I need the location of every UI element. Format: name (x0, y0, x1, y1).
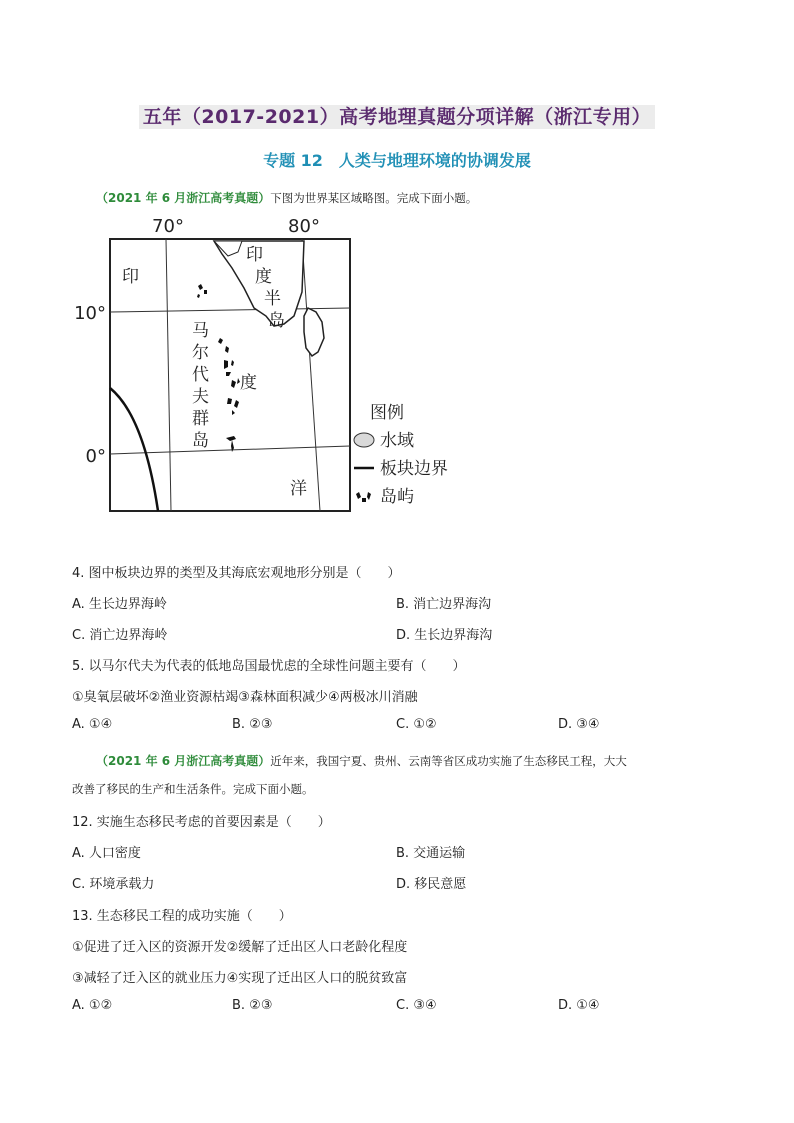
peninsula-label-2: 度 (255, 267, 272, 287)
peninsula-label-4: 岛 (268, 311, 285, 331)
section1-intro-text: 下图为世界某区域略图。完成下面小题。 (270, 191, 478, 205)
region-map (74, 212, 480, 522)
legend-islands-label: 岛屿 (380, 487, 414, 507)
q5-option-b[interactable]: B. ②③ (232, 717, 273, 732)
peninsula-label-3: 半 (264, 289, 281, 309)
q12-stem: 12. 实施生态移民考虑的首要因素是（ ） (72, 815, 331, 830)
q4-option-b[interactable]: B. 消亡边界海沟 (396, 597, 492, 612)
lat-label-10: 10° (74, 303, 106, 324)
q13-option-a[interactable]: A. ①② (72, 998, 113, 1013)
lat-label-0: 0° (85, 446, 106, 467)
q5-option-c[interactable]: C. ①② (396, 717, 437, 732)
map-frame (110, 239, 350, 511)
section2-intro-line2: 改善了移民的生产和生活条件。完成下面小题。 (72, 782, 314, 796)
maldives-label-3: 代 (192, 365, 209, 385)
q5-items: ①臭氧层破坏②渔业资源枯竭③森林面积减少④两极冰川消融 (72, 690, 418, 705)
document-title: 五年（2017-2021）高考地理真题分项详解（浙江专用） (0, 102, 794, 129)
legend-water-icon (354, 433, 374, 447)
peninsula-label-1: 印 (246, 245, 263, 265)
ocean-label-3: 洋 (290, 479, 307, 499)
q13-option-b[interactable]: B. ②③ (232, 998, 273, 1013)
maldives-label-5: 群 (192, 409, 209, 429)
q5-option-d[interactable]: D. ③④ (558, 717, 600, 732)
q13-items-line2: ③减轻了迁入区的就业压力④实现了迁出区人口的脱贫致富 (72, 971, 408, 986)
q13-items-line1: ①促进了迁入区的资源开发②缓解了迁出区人口老龄化程度 (72, 940, 408, 955)
legend-islands-icon (356, 492, 371, 502)
maldives-label-6: 岛 (192, 431, 209, 451)
maldives-label-1: 马 (192, 321, 209, 341)
document-subtitle: 专题 12 人类与地理环境的协调发展 (263, 151, 531, 170)
legend-title: 图例 (370, 403, 404, 423)
lon-label-70: 70° (152, 216, 184, 237)
q12-option-a[interactable]: A. 人口密度 (72, 846, 141, 861)
q4-option-c[interactable]: C. 消亡边界海岭 (72, 628, 168, 643)
q5-stem: 5. 以马尔代夫为代表的低地岛国最忧虑的全球性问题主要有（ ） (72, 659, 466, 674)
section2-intro (96, 750, 627, 769)
maldives-label-4: 夫 (192, 387, 209, 407)
section1-intro (96, 187, 477, 206)
q4-option-a[interactable]: A. 生长边界海岭 (72, 597, 167, 612)
q4-stem: 4. 图中板块边界的类型及其海底宏观地形分别是（ ） (72, 566, 401, 581)
section2-source: （2021 年 6 月浙江高考真题） (96, 754, 271, 768)
q12-option-c[interactable]: C. 环境承载力 (72, 877, 155, 892)
q12-option-b[interactable]: B. 交通运输 (396, 846, 466, 861)
legend-water-label: 水域 (380, 431, 414, 451)
q13-option-d[interactable]: D. ①④ (558, 998, 600, 1013)
q5-option-a[interactable]: A. ①④ (72, 717, 113, 732)
section1-source: （2021 年 6 月浙江高考真题） (96, 191, 271, 205)
q13-stem: 13. 生态移民工程的成功实施（ ） (72, 909, 292, 924)
maldives-label-2: 尔 (192, 343, 209, 363)
ocean-label-1: 印 (122, 267, 139, 287)
lon-label-80: 80° (288, 216, 320, 237)
legend-plate-boundary-label: 板块边界 (380, 459, 448, 479)
q13-option-c[interactable]: C. ③④ (396, 998, 437, 1013)
q12-option-d[interactable]: D. 移民意愿 (396, 877, 467, 892)
ocean-label-2: 度 (240, 373, 257, 393)
q4-option-d[interactable]: D. 生长边界海沟 (396, 628, 493, 643)
map-legend (354, 403, 448, 507)
section2-intro-line1: 近年来，我国宁夏、贵州、云南等省区成功实施了生态移民工程，大大 (270, 754, 627, 768)
